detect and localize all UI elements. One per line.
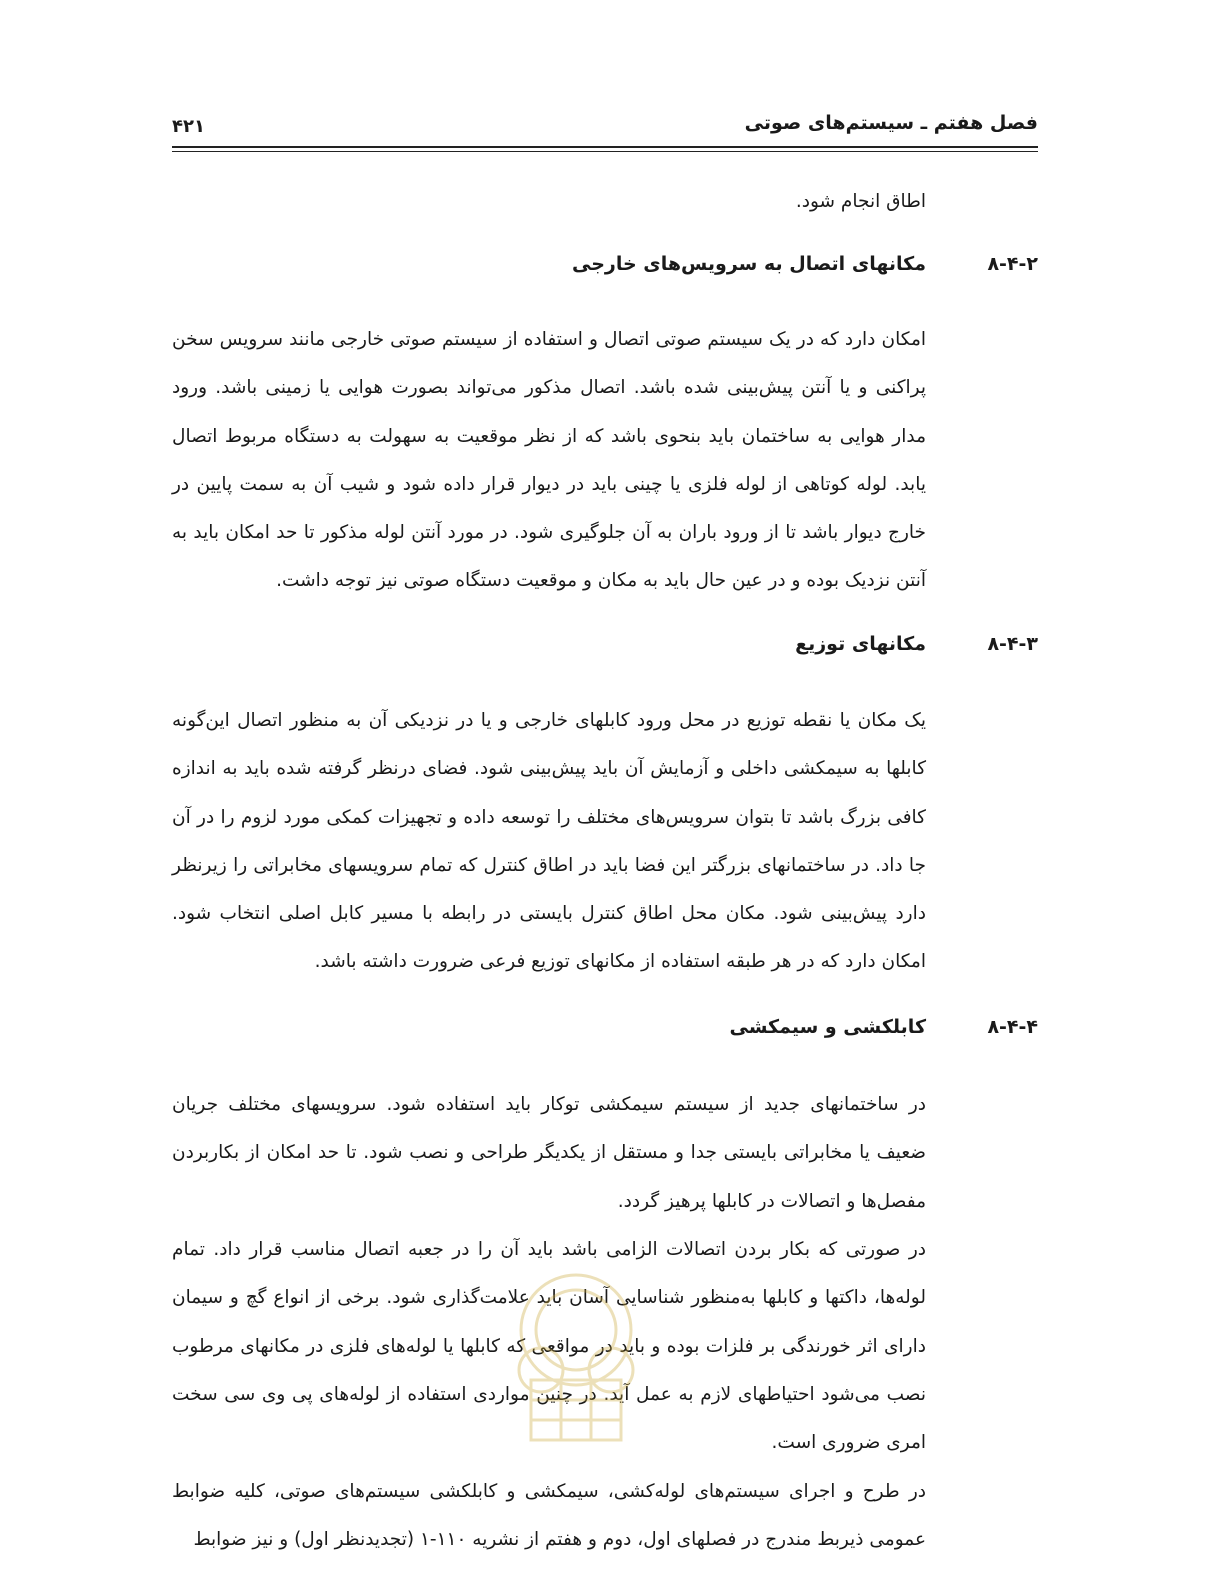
- page-number: ۴۲۱: [172, 116, 205, 137]
- header-rule-thick: [172, 146, 1038, 148]
- section-number: ۸-۴-۳: [987, 633, 1038, 655]
- paragraph-cabling-3: در طرح و اجرای سیستم‌های لوله‌کشی، سیمکشی و کابلکشی سیستم‌های صوتی، کلیه ضوابط عمومی ذیربط مندرج در فصلهای اول، دوم و هفتم از نشریه ۱۱۰-۱ (تجدیدنظر اول) و نیز ضوابط: [172, 1481, 926, 1551]
- section-number: ۸-۴-۲: [987, 253, 1038, 275]
- chapter-title: فصل هفتم ـ سیستم‌های صوتی: [744, 112, 1038, 134]
- paragraph-cabling-2: در صورتی که بکار بردن اتصالات الزامی باشد باید آن را در جعبه اتصال مناسب قرار داد. تمام لوله‌ها، داکتها و کابلها به‌منظور شناسایی آسان باید علامت‌گذاری شود. برخی از انواع گچ و سیمان دارای اثر خورندگی بر فلزات بوده و باید در مواقعی که کابلها یا لوله‌های فلزی در مکانهای مرطوب نصب می‌شود احتیاطهای لازم به عمل آید. در چنین مواردی استفاده از لوله‌های پی وی سی سخت امری ضروری است.: [172, 1239, 926, 1454]
- section-title: کابلکشی و سیمکشی: [729, 1016, 926, 1038]
- header-rule-thin: [172, 151, 1038, 152]
- section-title: مکانهای اتصال به سرویس‌های خارجی: [572, 253, 926, 275]
- paragraph-continuation: اطاق انجام شود.: [795, 191, 926, 212]
- paragraph-distribution: یک مکان یا نقطه توزیع در محل ورود کابلهای خارجی و یا در نزدیکی آن به منظور اتصال این‌گونه کابلها به سیمکشی داخلی و آزمایش آن باید پیش‌بینی شود. فضای درنظر گرفته شده باید به اندازه کافی بزرگ باشد تا بتوان سرویس‌های مختلف را توسعه داده و تجهیزات کمکی مورد لزوم را در آن جا داد. در ساختمانهای بزرگتر این فضا باید در اطاق کنترل که تمام سرویسهای مخابراتی را زیرنظر دارد پیش‌بینی شود. مکان محل اطاق کنترل بایستی در رابطه با مسیر کابل اصلی انتخاب شود. امکان دارد که در هر طبقه استفاده از مکانهای توزیع فرعی ضرورت داشته باشد.: [172, 710, 926, 973]
- paragraph-external-services: امکان دارد که در یک سیستم صوتی اتصال و استفاده از سیستم صوتی خارجی مانند سرویس سخن پراکنی و یا آنتن پیش‌بینی شده باشد. اتصال مذکور می‌تواند بصورت هوایی یا زمینی باشد. ورود مدار هوایی به ساختمان باید بنحوی باشد که از نظر موقعیت به سهولت به دستگاه مربوط اتصال یابد. لوله کوتاهی از لوله فلزی یا چینی باید در دیوار قرار داده شود و شیب آن به سمت پایین در خارج دیوار باشد تا از ورود باران به آن جلوگیری شود. در مورد آنتن لوله مذکور تا حد امکان باید به آنتن نزدیک بوده و در عین حال باید به مکان و موقعیت دستگاه صوتی نیز توجه داشت.: [172, 329, 926, 592]
- watermark-seal-icon: [506, 1260, 646, 1460]
- section-heading-8-4-3: [172, 633, 1038, 665]
- paragraph-cabling-1: در ساختمانهای جدید از سیستم سیمکشی توکار باید استفاده شود. سرویسهای مختلف جریان ضعیف یا مخابراتی بایستی جدا و مستقل از یکدیگر طراحی و نصب شود. تا حد امکان از بکاربردن مفصل‌ها و اتصالات در کابلها پرهیز گردد.: [172, 1094, 926, 1212]
- section-heading-8-4-2: [172, 253, 1038, 285]
- section-heading-8-4-4: [172, 1016, 1038, 1048]
- section-title: مکانهای توزیع: [795, 633, 926, 655]
- section-number: ۸-۴-۴: [987, 1016, 1038, 1038]
